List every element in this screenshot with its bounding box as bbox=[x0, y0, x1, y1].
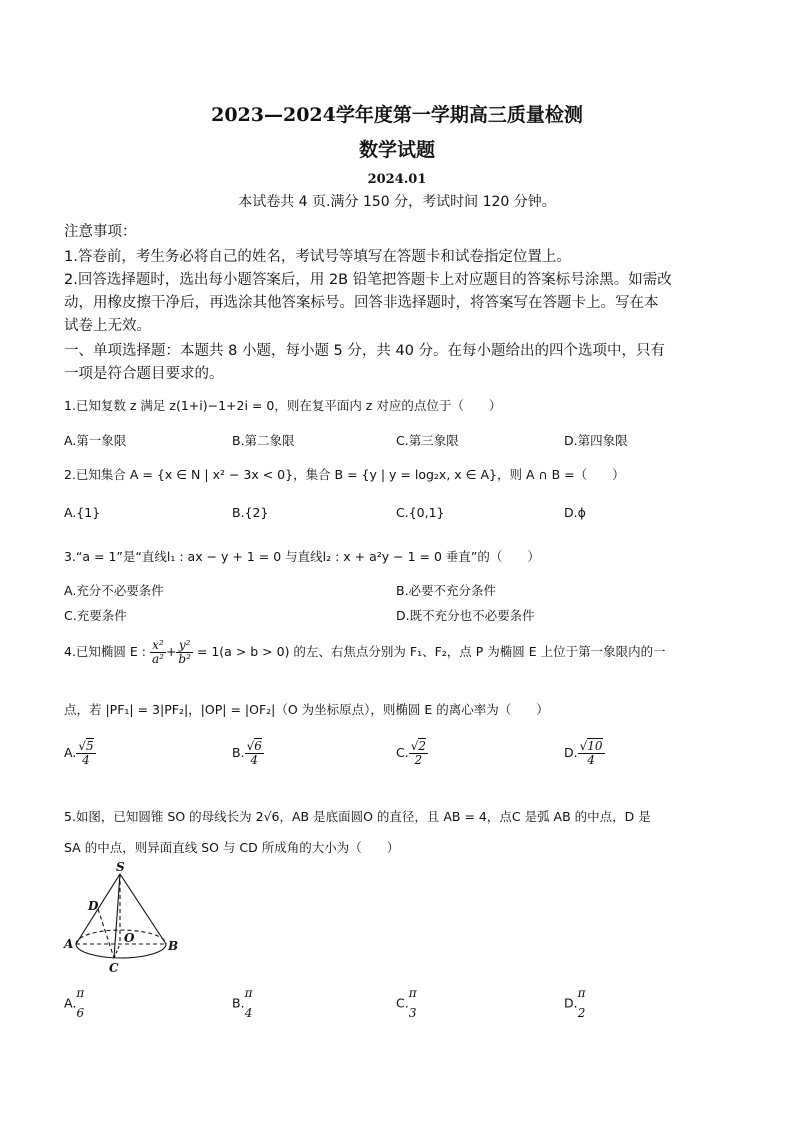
figure-label-d: D bbox=[88, 899, 99, 913]
question-1-option-b: B.第二象限 bbox=[232, 433, 295, 448]
question-1-option-a: A.第一象限 bbox=[64, 433, 127, 448]
figure-label-b: B bbox=[168, 939, 179, 953]
question-4-fraction-x: $\frac{\text{x²}}{\text{a²}}$ bbox=[151, 638, 164, 666]
question-5-option-c: C. π 3 bbox=[396, 986, 417, 1020]
figure-label-a: A bbox=[64, 937, 74, 951]
question-2-option-c: C.{0,1} bbox=[396, 505, 445, 520]
figure-label-c: C bbox=[109, 961, 119, 975]
question-4-option-d: D. $\frac{√10}{4}$ bbox=[564, 739, 603, 767]
question-4-stem-line-2: 点，若 |PF₁| = 3|PF₂|，|OP| = |OF₂|（O 为坐标原点），则椭圆 E 的离心率为（ ） bbox=[64, 702, 549, 717]
question-3-stem: 3.“a = 1”是“直线l₁ : ax − y + 1 = 0 与直线l₂ : x + a²y − 1 = 0 垂直”的（ ） bbox=[64, 549, 540, 564]
question-2-option-a: A.{1} bbox=[64, 505, 101, 520]
question-3-option-d: D.既不充分也不必要条件 bbox=[396, 608, 535, 623]
question-4-fraction-y: $\frac{\text{y²}}{\text{b²}}$ bbox=[178, 638, 191, 666]
question-4-option-c: C. $\frac{√2}{2}$ bbox=[396, 739, 426, 767]
question-4-stem bbox=[64, 638, 666, 666]
question-5-option-d: D. π 2 bbox=[564, 986, 586, 1020]
cone-base-back bbox=[76, 930, 166, 944]
question-4-stem-start: 4.已知椭圆 E : bbox=[64, 644, 146, 659]
question-3-option-c: C.充要条件 bbox=[64, 608, 127, 623]
paper-title: 2023—2024学年度第一学期高三质量检测 bbox=[211, 104, 583, 126]
note-item-2-line-2: 动，用橡皮擦干净后，再选涂其他答案标号。回答非选择题时，将答案写在答题卡上。写在本 bbox=[64, 295, 659, 311]
paper-date: 2024.01 bbox=[367, 172, 427, 187]
question-4-option-a: A. $\frac{√5}{4}$ bbox=[64, 739, 94, 767]
segment-sc bbox=[114, 874, 120, 958]
question-4-plus: + bbox=[165, 644, 177, 659]
question-3-option-a: A.充分不必要条件 bbox=[64, 583, 164, 598]
figure-label-s: S bbox=[116, 860, 125, 874]
question-5-option-b: B. π 4 bbox=[232, 986, 253, 1020]
segment-dc bbox=[98, 909, 114, 958]
note-item-2-line-3: 试卷上无效。 bbox=[64, 318, 151, 334]
note-item-1: 1.答卷前，考生务必将自己的姓名，考试号等填写在答题卡和试卷指定位置上。 bbox=[64, 249, 571, 265]
section-heading-line-2: 一项是符合题目要求的。 bbox=[64, 366, 224, 382]
question-1-stem: 1.已知复数 z 满足 z(1+i)−1+2i = 0，则在复平面内 z 对应的点位于（ ） bbox=[64, 398, 502, 413]
section-heading-line-1: 一、单项选择题：本题共 8 小题，每小题 5 分，共 40 分。在每小题给出的四个选项中，只有 bbox=[64, 343, 666, 359]
paper-subtitle: 数学试题 bbox=[358, 139, 435, 161]
question-5-stem-line-1: 5.如图，已知圆锥 SO 的母线长为 2√6，AB 是底面圆O 的直径，且 AB = 4，点C 是弧 AB 的中点，D 是 bbox=[64, 809, 651, 824]
question-4-stem-end: = 1(a > b > 0) 的左、右焦点分别为 F₁、F₂，点 P 为椭圆 E 上位于第一象限内的一 bbox=[196, 644, 666, 659]
question-5-stem-line-2: SA 的中点，则异面直线 SO 与 CD 所成角的大小为（ ） bbox=[64, 840, 400, 855]
paper-info: 本试卷共 4 页.满分 150 分，考试时间 120 分钟。 bbox=[238, 194, 556, 210]
figure-label-o: O bbox=[124, 931, 135, 945]
question-1-option-d: D.第四象限 bbox=[564, 433, 628, 448]
cone-figure bbox=[62, 860, 187, 980]
note-item-2-line-1: 2.回答选择题时，选出每小题答案后，用 2B 铅笔把答题卡上对应题目的答案标号涂黑。如需改 bbox=[64, 272, 672, 288]
question-2-stem: 2.已知集合 A = {x ∈ N | x² − 3x < 0}，集合 B = {y | y = log₂x, x ∈ A}，则 A ∩ B =（ ） bbox=[64, 467, 625, 482]
question-3-option-b: B.必要不充分条件 bbox=[396, 583, 497, 598]
question-2-option-b: B.{2} bbox=[232, 505, 269, 520]
notes-heading: 注意事项： bbox=[64, 224, 137, 240]
question-1-option-c: C.第三象限 bbox=[396, 433, 459, 448]
question-5-option-a: A. π 6 bbox=[64, 986, 85, 1020]
question-2-option-d: D.ϕ bbox=[564, 505, 586, 520]
question-4-option-b: B. $\frac{√6}{4}$ bbox=[232, 739, 262, 767]
cone-base-front bbox=[76, 944, 166, 958]
